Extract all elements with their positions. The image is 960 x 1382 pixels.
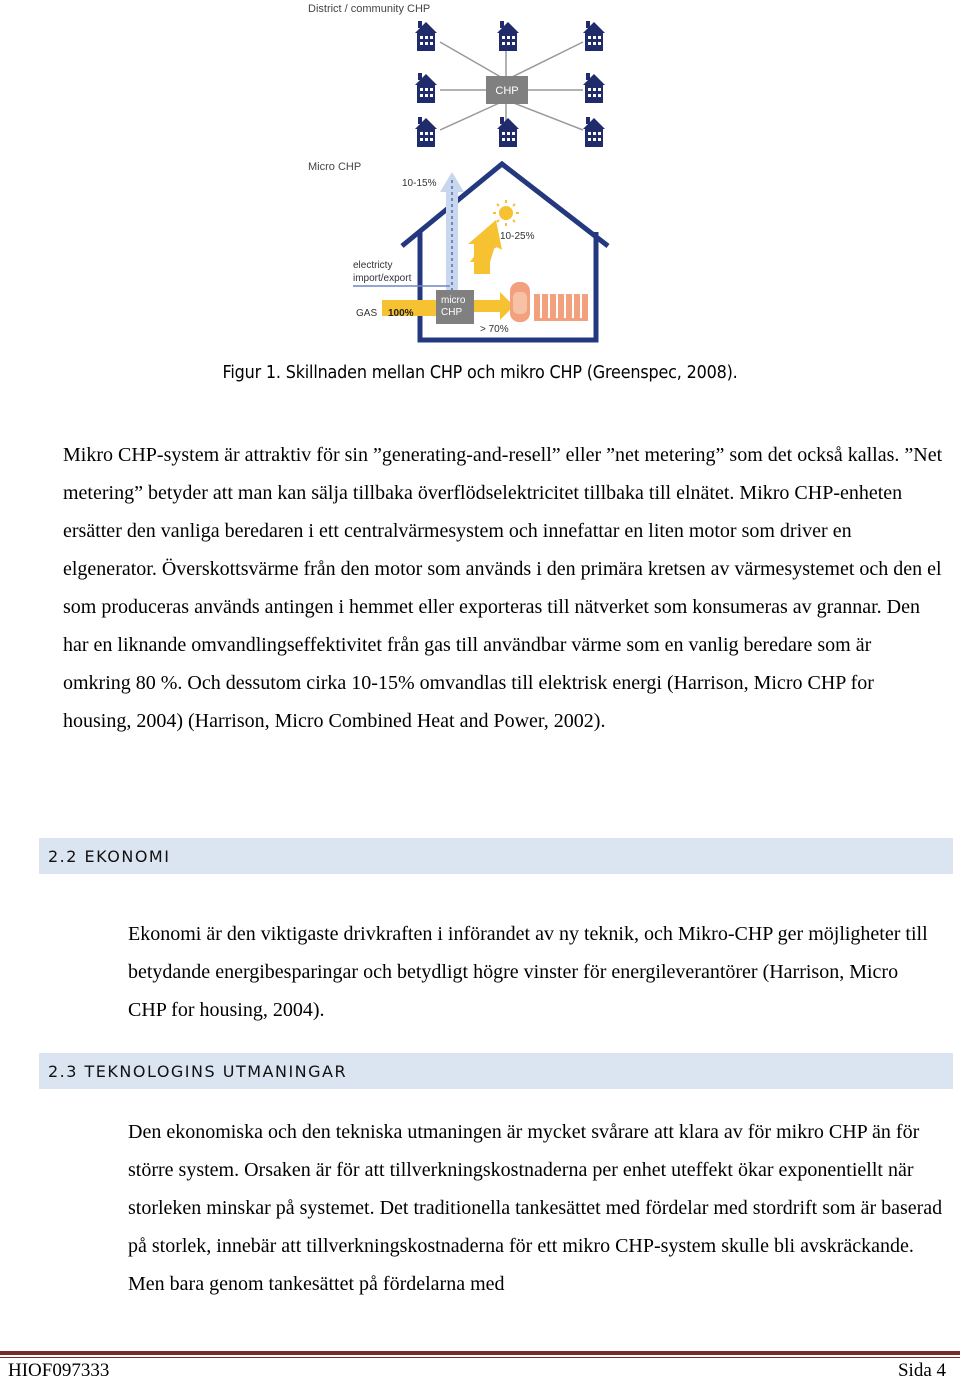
gas-percent: 100% [388, 308, 414, 319]
figure-caption: Figur 1. Skillnaden mellan CHP och mikro CHP (Greenspec, 2008). [222, 362, 738, 383]
house-icon [415, 21, 437, 51]
electricity-label-line1: electricty [353, 260, 393, 271]
gas-label: GAS [356, 308, 378, 319]
section-heading-teknologins-utmaningar [39, 1053, 953, 1089]
body-paragraph: Ekonomi är den viktigaste drivkraften i införandet av ny teknik, och Mikro-CHP ger möjligheter till betydande energibesparingar och betydligt högre vinster för energileverantörer (Harrison, Micro CHP for housing, 2004). [128, 923, 928, 1021]
house-icon [583, 117, 605, 147]
house-icon [497, 21, 519, 51]
house-icon [415, 117, 437, 147]
electricity-percent: 10-15% [402, 178, 437, 189]
heat-loss-percent: 10-25% [500, 231, 535, 242]
useful-heat-percent: > 70% [480, 324, 509, 335]
house-icon [415, 73, 437, 103]
section-heading-ekonomi [39, 838, 953, 874]
chp-figure [290, 0, 630, 345]
section-heading-text: 2.2 EKONOMI [48, 847, 171, 866]
footer-rule [0, 1351, 960, 1355]
chp-diagram [290, 0, 630, 345]
house-icon [497, 117, 519, 147]
micro-chp-unit-line2: CHP [441, 307, 463, 318]
footer-page-number: Sida 4 [897, 1360, 946, 1381]
district-chp-label: District / community CHP [308, 3, 431, 15]
section-heading-text: 2.3 TEKNOLOGINS UTMANINGAR [48, 1062, 348, 1081]
footer-rule-thin [0, 1357, 960, 1358]
micro-chp-label: Micro CHP [308, 161, 362, 173]
house-icon [583, 21, 605, 51]
footer-document-id: HIOF097333 [8, 1360, 110, 1381]
house-icon [583, 73, 605, 103]
body-paragraph: Mikro CHP-system är attraktiv för sin ”generating-and-resell” eller ”net metering” som det också kallas. ”Net metering” betyder att man kan sälja tillbaka överflödselektricitet tillbaka till elnätet. Mikro CHP-enheten ersätter den vanliga beredaren i ett centralvärmesystem och innefattar en liten motor som driver en elgenerator. Överskottsvärme från den motor som används i den primära kretsen av värmesystemet och den el som produceras används antingen i hemmet eller exporteras till nätverket som konsumeras av grannar. Den har en liknande omvandlingseffektivitet från gas till användbar värme som en vanlig beredare som är omkring 80 %. Och dessutom cirka 10-15% omvandlas till elektrisk energi (Harrison, Micro CHP for housing, 2004) (Harrison, Micro Combined Heat and Power, 2002). [63, 444, 943, 732]
chp-plant-label: CHP [495, 85, 519, 97]
body-paragraph: Den ekonomiska och den tekniska utmaningen är mycket svårare att klara av för mikro CHP än för större system. Orsaken är för att tillverkningskostnaderna per enhet uteffekt ökar exponentiellt när storleken minskar på systemet. Det traditionella tankesättet med fördelar med stordrift som är baserad på storlek, innebär att tillverkningskostnaderna för ett mikro CHP-system skulle bli avskräckande. Men bara genom tankesättet på fördelarna med [128, 1121, 943, 1295]
sun-icon [493, 200, 519, 226]
electricity-label-line2: import/export [353, 273, 412, 284]
hot-water-cylinder [510, 282, 530, 322]
micro-chp-unit-line1: micro [441, 295, 466, 306]
radiator-icon [534, 294, 588, 321]
electricity-arrow [440, 172, 464, 300]
